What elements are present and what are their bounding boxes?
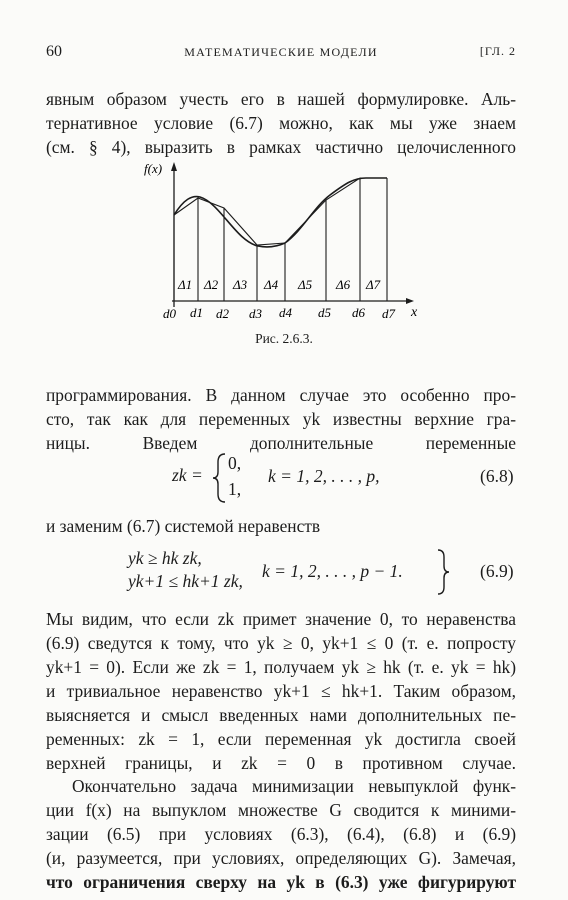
eq68-range: k = 1, 2, . . . , p, (268, 466, 380, 486)
y-axis-label: f(x) (144, 161, 163, 176)
text-line: выясняется и смысл введенных нами дополнительных пе- (46, 705, 516, 725)
running-title: МАТЕМАТИЧЕСКИЕ МОДЕЛИ (184, 45, 378, 59)
text-line: yk+1 = 0). Если же zk = 1, получаем yk ≥ hk (т. е. yk = hk) (46, 657, 516, 677)
eq68-brace (212, 452, 228, 504)
text-line: Окончательно задача минимизации невыпуклой функ- (72, 776, 516, 796)
x-axis-arrow (406, 298, 414, 304)
eq69-line2: yk+1 ≤ hk+1 zk, (128, 571, 243, 591)
figure-caption: Рис. 2.6.3. (255, 331, 313, 346)
d-label: d0 (163, 306, 176, 321)
text-line: ницы. Введем дополнительные переменные (46, 433, 516, 453)
text-line: что ограничения сверху на yk в (6.3) уже фигурируют (46, 872, 516, 892)
intro-paragraph (46, 87, 516, 159)
delta-label: Δ3 (233, 277, 248, 292)
page-header (46, 43, 516, 65)
eq69-brace (436, 548, 450, 596)
d-label: d5 (318, 305, 331, 320)
d-label: d7 (382, 306, 395, 321)
eq69-number: (6.9) (480, 561, 514, 581)
x-axis-label: x (411, 305, 418, 320)
d-label: d1 (190, 305, 203, 320)
text-line: явным образом учесть его в нашей формулировке. Аль- (46, 89, 516, 109)
text-line: и тривиальное неравенство yk+1 ≤ hk+1. Таким образом, (46, 681, 516, 701)
eq68-number: (6.8) (480, 466, 514, 486)
delta-label: Δ4 (264, 277, 279, 292)
delta-label: Δ6 (336, 277, 351, 292)
piecewise-linear-figure (140, 155, 430, 325)
eq68-lhs: zk = (172, 465, 203, 485)
y-axis-arrow (171, 162, 177, 171)
delta-label: Δ5 (298, 277, 313, 292)
mid-paragraph (46, 383, 516, 455)
linear-approximation (174, 178, 387, 245)
explanation-paragraph (46, 607, 516, 775)
d-label: d3 (249, 306, 262, 321)
text-line: сто, так как для переменных yk известны верхние гра- (46, 409, 516, 429)
page-number: 60 (46, 43, 62, 60)
eq68-value-0: 0, (228, 453, 242, 473)
f-curve (174, 178, 387, 247)
d-label: d6 (352, 305, 365, 320)
delta-label: Δ2 (204, 277, 219, 292)
d-label: d2 (216, 306, 229, 321)
text-line: зации (6.5) при условиях (6.3), (6.4), (6.8) и (6.9) (46, 824, 516, 844)
text-line: Мы видим, что если zk примет значение 0, то неравенства (46, 609, 516, 629)
text-line: программирования. В данном случае это особенно про- (46, 385, 516, 405)
text-line: ременных: zk = 1, если переменная yk достигла своей (46, 729, 516, 749)
eq68-value-1: 1, (228, 479, 242, 499)
chapter-label: [ГЛ. 2 (479, 44, 516, 58)
system-intro: и заменим (6.7) системой неравенств (46, 516, 321, 536)
text-line: ции f(x) на выпуклом множестве G сводится к миними- (46, 800, 516, 820)
text-line: (6.9) сведутся к тому, что yk ≥ 0, yk+1 ≤ 0 (т. е. попросту (46, 633, 516, 653)
text-line: (см. § 4), выразить в рамках частично целочисленного (46, 137, 516, 157)
text-line: (и, разумеется, при условиях, определяющих G). Замечая, (46, 848, 516, 868)
final-paragraph (46, 774, 516, 894)
eq69-line1: yk ≥ hk zk, (128, 548, 202, 568)
eq69-range: k = 1, 2, . . . , p − 1. (262, 561, 403, 581)
delta-label: Δ1 (178, 277, 193, 292)
d-label: d4 (279, 305, 292, 320)
delta-label: Δ7 (366, 277, 381, 292)
text-line: тернативное условие (6.7) можно, как мы уже знаем (46, 113, 516, 133)
text-line: верхней границы, и zk = 0 в противном случае. (46, 753, 516, 773)
